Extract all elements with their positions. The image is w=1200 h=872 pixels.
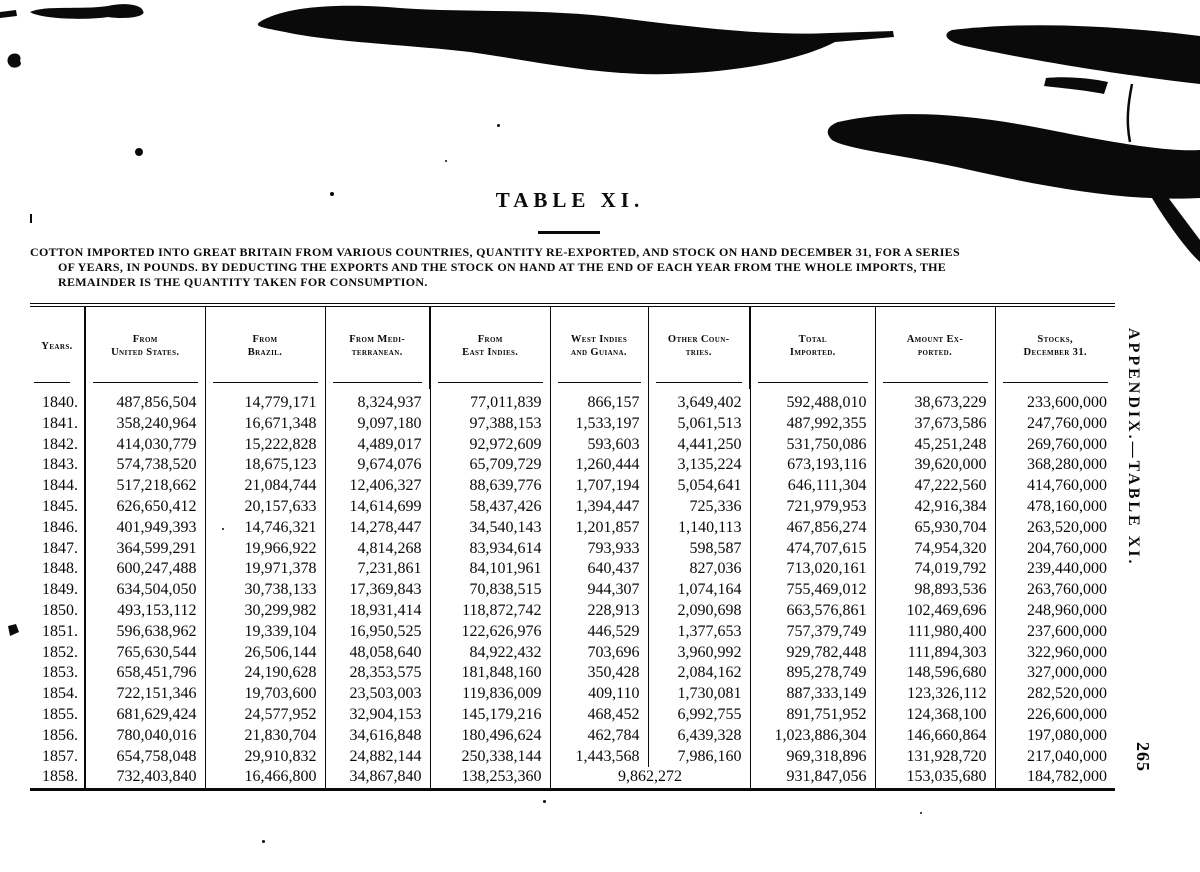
- ink-speck: [543, 800, 546, 803]
- value-cell: 58,437,426: [430, 497, 550, 518]
- value-cell: 16,466,800: [205, 767, 325, 789]
- value-cell: 658,451,796: [85, 663, 205, 684]
- value-cell: 765,630,544: [85, 643, 205, 664]
- table-row: [30, 455, 1115, 476]
- year-cell: 1844.: [30, 476, 85, 497]
- ink-speck: [920, 812, 922, 814]
- value-cell: 233,600,000: [1027, 394, 1107, 411]
- value-cell: 9,674,076: [325, 455, 430, 476]
- table-row: [30, 684, 1115, 705]
- value-cell: 97,388,153: [430, 414, 550, 435]
- value-cell: 1,533,197: [550, 414, 648, 435]
- value-cell: 757,379,749: [750, 622, 875, 643]
- value-cell: 5,061,513: [648, 414, 750, 435]
- value-cell: 138,253,360: [430, 767, 550, 789]
- value-cell: 131,928,720: [875, 747, 995, 768]
- value-cell: 20,157,633: [205, 497, 325, 518]
- value-cell: 755,469,012: [750, 580, 875, 601]
- value-cell: 118,872,742: [430, 601, 550, 622]
- value-cell: 84,922,432: [430, 643, 550, 664]
- value-cell: 19,703,600: [205, 684, 325, 705]
- value-cell: 327,000,000: [1027, 664, 1107, 682]
- value-cell: 866,157: [550, 389, 648, 414]
- ink-speck: [30, 214, 32, 223]
- value-cell: 16,950,525: [325, 622, 430, 643]
- value-cell: 184,782,000: [1027, 768, 1107, 786]
- value-cell: 153,035,680: [875, 767, 995, 789]
- value-cell: 92,972,609: [430, 435, 550, 456]
- value-cell: 414,030,779: [85, 435, 205, 456]
- value-cell: 30,299,982: [205, 601, 325, 622]
- column-header-east-indies: From East Indies.: [430, 305, 550, 389]
- value-cell: 322,960,000: [1027, 643, 1107, 661]
- table-row: [30, 705, 1115, 726]
- value-cell: 8,324,937: [325, 389, 430, 414]
- ink-speck: [262, 840, 265, 843]
- value-cell: 598,587: [648, 539, 750, 560]
- value-cell: 32,904,153: [325, 705, 430, 726]
- value-cell: 16,671,348: [205, 414, 325, 435]
- column-header-brazil: From Brazil.: [205, 305, 325, 389]
- table-row: [30, 747, 1115, 768]
- value-cell: 944,307: [550, 580, 648, 601]
- caption-line: OF YEARS, IN POUNDS. BY DEDUCTING THE EXPORTS AND THE STOCK ON HAND AT THE END OF EACH YEAR FROM THE WHOLE IMPORTS, THE: [58, 260, 947, 274]
- value-cell: 887,333,149: [750, 684, 875, 705]
- value-cell: 48,058,640: [325, 643, 430, 664]
- value-cell: 1,730,081: [648, 684, 750, 705]
- caption-line: COTTON IMPORTED INTO GREAT BRITAIN FROM VARIOUS COUNTRIES, QUANTITY RE-EXPORTED, AND STOCK ON HAND DECEMBER 31, FOR A SERIES: [30, 245, 960, 259]
- year-cell: 1858.: [30, 767, 85, 789]
- value-cell: 34,867,840: [325, 767, 430, 789]
- value-cell: 654,758,048: [85, 747, 205, 768]
- value-cell: 282,520,000: [1027, 685, 1107, 703]
- value-cell: 34,616,848: [325, 726, 430, 747]
- year-cell: 1851.: [30, 622, 85, 643]
- value-cell: 531,750,086: [750, 435, 875, 456]
- value-cell: 574,738,520: [85, 455, 205, 476]
- value-cell: 148,596,680: [875, 663, 995, 684]
- value-cell: 600,247,488: [85, 559, 205, 580]
- value-cell: 18,931,414: [325, 601, 430, 622]
- value-cell: 517,218,662: [85, 476, 205, 497]
- value-cell: 217,040,000: [1027, 747, 1107, 765]
- year-cell: 1840.: [30, 389, 85, 414]
- value-cell: 26,506,144: [205, 643, 325, 664]
- value-cell: 1,377,653: [648, 622, 750, 643]
- value-cell: 45,251,248: [875, 435, 995, 456]
- table-row: [30, 435, 1115, 456]
- table-row: [30, 389, 1115, 414]
- value-cell: 15,222,828: [205, 435, 325, 456]
- value-cell: 226,600,000: [1027, 705, 1107, 723]
- value-cell: 891,751,952: [750, 705, 875, 726]
- table-row: [30, 539, 1115, 560]
- value-cell: 1,140,113: [648, 518, 750, 539]
- ink-speck: [497, 124, 500, 127]
- column-header-united-states: From United States.: [85, 305, 205, 389]
- value-cell: 1,394,447: [550, 497, 648, 518]
- year-cell: 1845.: [30, 497, 85, 518]
- value-cell: 111,894,303: [875, 643, 995, 664]
- value-cell: 663,576,861: [750, 601, 875, 622]
- value-cell: 2,084,162: [648, 663, 750, 684]
- value-cell: 3,649,402: [648, 389, 750, 414]
- value-cell: 38,673,229: [875, 389, 995, 414]
- value-cell: 725,336: [648, 497, 750, 518]
- value-cell: 793,933: [550, 539, 648, 560]
- value-cell: 713,020,161: [750, 559, 875, 580]
- value-cell: 6,992,755: [648, 705, 750, 726]
- value-cell: 368,280,000: [1027, 456, 1107, 474]
- value-cell: 65,709,729: [430, 455, 550, 476]
- table-row: [30, 622, 1115, 643]
- value-cell: 474,707,615: [750, 539, 875, 560]
- value-cell: 23,503,003: [325, 684, 430, 705]
- value-cell: 4,814,268: [325, 539, 430, 560]
- table-row: [30, 601, 1115, 622]
- value-cell: 34,540,143: [430, 518, 550, 539]
- column-header-amount-exported: Amount Ex- ported.: [875, 305, 995, 389]
- header-row: [30, 305, 1115, 389]
- ink-speck: [135, 148, 143, 156]
- value-cell: 592,488,010: [750, 389, 875, 414]
- value-cell: 487,856,504: [85, 389, 205, 414]
- value-cell: 88,639,776: [430, 476, 550, 497]
- value-cell: 350,428: [550, 663, 648, 684]
- value-cell: 18,675,123: [205, 455, 325, 476]
- year-cell: 1848.: [30, 559, 85, 580]
- value-cell: 74,954,320: [875, 539, 995, 560]
- year-cell: 1843.: [30, 455, 85, 476]
- value-cell: 1,074,164: [648, 580, 750, 601]
- value-cell: 14,278,447: [325, 518, 430, 539]
- value-cell: 895,278,749: [750, 663, 875, 684]
- value-cell: 119,836,009: [430, 684, 550, 705]
- value-cell: 9,097,180: [325, 414, 430, 435]
- value-cell: 263,520,000: [1027, 518, 1107, 536]
- value-cell: 269,760,000: [1027, 435, 1107, 453]
- value-cell: 19,966,922: [205, 539, 325, 560]
- page-title: TABLE XI.: [495, 188, 645, 212]
- column-header-total-imported: Total Imported.: [750, 305, 875, 389]
- value-cell: 703,696: [550, 643, 648, 664]
- year-cell: 1842.: [30, 435, 85, 456]
- value-cell: 7,231,861: [325, 559, 430, 580]
- ink-speck: [445, 160, 447, 162]
- value-cell: 74,019,792: [875, 559, 995, 580]
- year-cell: 1853.: [30, 663, 85, 684]
- value-cell: 3,960,992: [648, 643, 750, 664]
- value-cell: 467,856,274: [750, 518, 875, 539]
- value-cell: 19,971,378: [205, 559, 325, 580]
- value-cell: 98,893,536: [875, 580, 995, 601]
- value-cell: 204,760,000: [1027, 539, 1107, 557]
- value-cell: 626,650,412: [85, 497, 205, 518]
- value-cell: 21,830,704: [205, 726, 325, 747]
- value-cell: 84,101,961: [430, 559, 550, 580]
- value-cell: 493,153,112: [85, 601, 205, 622]
- value-cell: 197,080,000: [1027, 726, 1107, 744]
- value-cell: 3,135,224: [648, 455, 750, 476]
- value-cell: 446,529: [550, 622, 648, 643]
- value-cell: 70,838,515: [430, 580, 550, 601]
- value-cell: 124,368,100: [875, 705, 995, 726]
- table-caption: [30, 245, 1115, 290]
- value-cell: 42,916,384: [875, 497, 995, 518]
- year-cell: 1854.: [30, 684, 85, 705]
- value-cell: 146,660,864: [875, 726, 995, 747]
- value-cell: 673,193,116: [750, 455, 875, 476]
- value-cell: 681,629,424: [85, 705, 205, 726]
- table-row: [30, 643, 1115, 664]
- table-row: [30, 518, 1115, 539]
- column-header-other-countries: Other Coun- tries.: [648, 305, 750, 389]
- value-cell: 14,746,321: [205, 518, 325, 539]
- value-cell: 228,913: [550, 601, 648, 622]
- value-cell: 4,489,017: [325, 435, 430, 456]
- value-cell: 364,599,291: [85, 539, 205, 560]
- value-cell: 4,441,250: [648, 435, 750, 456]
- value-cell: 14,614,699: [325, 497, 430, 518]
- value-cell: 358,240,964: [85, 414, 205, 435]
- year-cell: 1857.: [30, 747, 85, 768]
- value-cell: 65,930,704: [875, 518, 995, 539]
- value-cell: 596,638,962: [85, 622, 205, 643]
- value-cell: 969,318,896: [750, 747, 875, 768]
- table-row: [30, 476, 1115, 497]
- value-cell: 7,986,160: [648, 747, 750, 768]
- title-divider: [538, 231, 600, 234]
- table-row: [30, 663, 1115, 684]
- value-cell: 468,452: [550, 705, 648, 726]
- value-cell: 9,862,272: [550, 767, 750, 789]
- value-cell: 237,600,000: [1027, 622, 1107, 640]
- value-cell: 6,439,328: [648, 726, 750, 747]
- value-cell: 30,738,133: [205, 580, 325, 601]
- value-cell: 722,151,346: [85, 684, 205, 705]
- caption-line: REMAINDER IS THE QUANTITY TAKEN FOR CONSUMPTION.: [58, 275, 428, 289]
- value-cell: 931,847,056: [750, 767, 875, 789]
- year-cell: 1841.: [30, 414, 85, 435]
- value-cell: 28,353,575: [325, 663, 430, 684]
- value-cell: 409,110: [550, 684, 648, 705]
- value-cell: 180,496,624: [430, 726, 550, 747]
- value-cell: 77,011,839: [430, 389, 550, 414]
- value-cell: 47,222,560: [875, 476, 995, 497]
- table-row: [30, 559, 1115, 580]
- value-cell: 5,054,641: [648, 476, 750, 497]
- value-cell: 1,443,568: [550, 747, 648, 768]
- value-cell: 462,784: [550, 726, 648, 747]
- year-cell: 1849.: [30, 580, 85, 601]
- value-cell: 263,760,000: [1027, 581, 1107, 599]
- value-cell: 487,992,355: [750, 414, 875, 435]
- column-header-years: Years.: [30, 305, 85, 389]
- value-cell: 21,084,744: [205, 476, 325, 497]
- value-cell: 123,326,112: [875, 684, 995, 705]
- value-cell: 414,760,000: [1027, 477, 1107, 495]
- table-row: [30, 767, 1115, 789]
- value-cell: 640,437: [550, 559, 648, 580]
- value-cell: 37,673,586: [875, 414, 995, 435]
- value-cell: 929,782,448: [750, 643, 875, 664]
- table-row: [30, 414, 1115, 435]
- value-cell: 39,620,000: [875, 455, 995, 476]
- value-cell: 102,469,696: [875, 601, 995, 622]
- value-cell: 145,179,216: [430, 705, 550, 726]
- value-cell: 181,848,160: [430, 663, 550, 684]
- value-cell: 122,626,976: [430, 622, 550, 643]
- value-cell: 2,090,698: [648, 601, 750, 622]
- table-row: [30, 497, 1115, 518]
- value-cell: 24,577,952: [205, 705, 325, 726]
- value-cell: 721,979,953: [750, 497, 875, 518]
- value-cell: 1,023,886,304: [750, 726, 875, 747]
- value-cell: 24,190,628: [205, 663, 325, 684]
- value-cell: 732,403,840: [85, 767, 205, 789]
- year-cell: 1847.: [30, 539, 85, 560]
- value-cell: 248,960,000: [1027, 601, 1107, 619]
- year-cell: 1856.: [30, 726, 85, 747]
- table-row: [30, 726, 1115, 747]
- table-body: [30, 389, 1115, 790]
- page-number: 265: [1133, 742, 1153, 772]
- value-cell: 780,040,016: [85, 726, 205, 747]
- column-header-west-indies-guiana: West Indies and Guiana.: [550, 305, 648, 389]
- value-cell: 12,406,327: [325, 476, 430, 497]
- year-cell: 1852.: [30, 643, 85, 664]
- value-cell: 14,779,171: [205, 389, 325, 414]
- value-cell: 634,504,050: [85, 580, 205, 601]
- value-cell: 646,111,304: [750, 476, 875, 497]
- year-cell: 1850.: [30, 601, 85, 622]
- value-cell: 24,882,144: [325, 747, 430, 768]
- appendix-side-label: APPENDIX.—TABLE XI.: [1125, 328, 1142, 567]
- value-cell: 478,160,000: [1027, 497, 1107, 515]
- value-cell: 1,260,444: [550, 455, 648, 476]
- year-cell: 1855.: [30, 705, 85, 726]
- value-cell: 250,338,144: [430, 747, 550, 768]
- value-cell: 401,949,393: [85, 518, 205, 539]
- value-cell: 111,980,400: [875, 622, 995, 643]
- year-cell: 1846.: [30, 518, 85, 539]
- value-cell: 1,707,194: [550, 476, 648, 497]
- cotton-imports-table: [30, 303, 1115, 791]
- value-cell: 239,440,000: [1027, 560, 1107, 578]
- value-cell: 1,201,857: [550, 518, 648, 539]
- value-cell: 17,369,843: [325, 580, 430, 601]
- value-cell: 827,036: [648, 559, 750, 580]
- value-cell: 29,910,832: [205, 747, 325, 768]
- column-header-mediterranean: From Medi- terranean.: [325, 305, 430, 389]
- value-cell: 593,603: [550, 435, 648, 456]
- value-cell: 247,760,000: [1027, 414, 1107, 432]
- value-cell: 83,934,614: [430, 539, 550, 560]
- column-header-stocks: Stocks, December 31.: [995, 305, 1115, 389]
- table-row: [30, 580, 1115, 601]
- value-cell: 19,339,104: [205, 622, 325, 643]
